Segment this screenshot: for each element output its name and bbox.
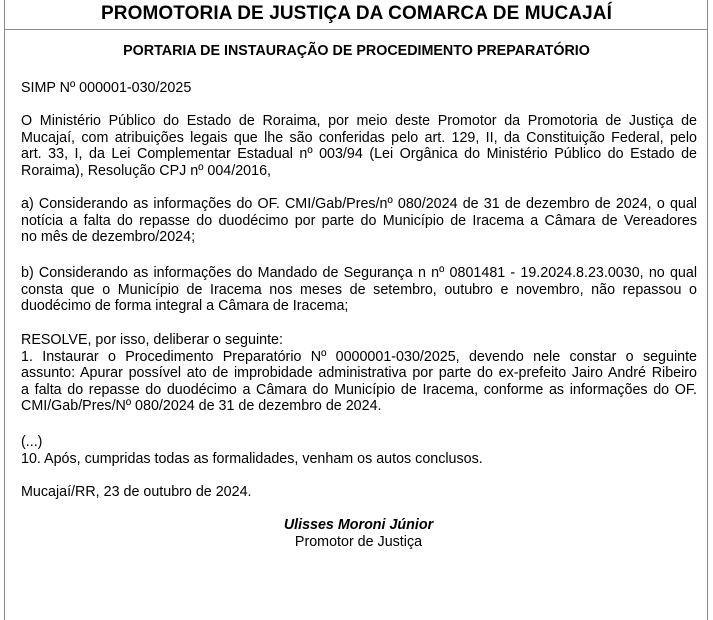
intro-line: Roraima), Resolução CPJ nº 004/2016, — [21, 162, 271, 179]
item-b-line: consta que o Município de Iracema nos meses de setembro, outubro e novembro, não repassou o — [21, 281, 697, 298]
resolve-line: 1. Instaurar o Procedimento Preparatório Nº 0000001-030/2025, devendo nele constar o seguinte — [21, 348, 697, 365]
intro-line: O Ministério Público do Estado de Roraima, por meio deste Promotor da Promotoria de Justiça de — [21, 113, 697, 129]
signature-role: Promotor de Justiça — [294, 534, 423, 550]
intro-paragraph — [21, 113, 697, 179]
item-b-line: b) Considerando as informações do Mandado de Segurança n nº 0801481 - 19.2024.8.23.0030, no qual — [21, 265, 697, 281]
resolve-line: CMI/Gab/Pres/Nº 080/2024 de 31 de dezembro de 2024. — [21, 398, 382, 415]
resolve-paragraph — [21, 332, 697, 415]
simp-text: SIMP Nº 000001-030/2025 — [21, 80, 192, 96]
place-date-block — [21, 484, 697, 501]
resolve-line: a falta do repasse do duodécimo a Câmara do Município de Iracema, conforme as informações do OF. — [21, 381, 697, 398]
intro-line: Mucajaí, com atribuições legais que lhe são conferidas pelo art. 129, II, da Constituição Federal, pelo — [21, 129, 697, 146]
signature-name: Ulisses Moroni Júnior — [283, 517, 434, 533]
item-a-line: a) Considerando as informações do OF. CMI/Gab/Pres/nº 080/2024 de 31 de dezembro de 2024, o qual — [21, 196, 697, 212]
item-b-paragraph — [21, 265, 697, 315]
header-title: PROMOTORIA DE JUSTIÇA DA COMARCA DE MUCAJAÍ — [101, 3, 612, 24]
resolve-line: assunto: Apurar possível ato de improbidade administrativa por parte do ex-prefeito Jairo André Ribeiro — [21, 365, 697, 382]
ellipsis-text: (...) — [21, 434, 43, 450]
item-a-line: no mês de dezembro/2024; — [21, 229, 196, 246]
place-date-text: Mucajaí/RR, 23 de outubro de 2024. — [21, 484, 252, 500]
document-subtitle: PORTARIA DE INSTAURAÇÃO DE PROCEDIMENTO PREPARATÓRIO — [123, 43, 590, 59]
item-10-text: 10. Após, cumpridas todas as formalidades, venham os autos conclusos. — [21, 450, 483, 467]
resolve-line: RESOLVE, por isso, deliberar o seguinte: — [21, 332, 283, 348]
ellipsis-block — [21, 434, 697, 467]
item-a-paragraph — [21, 196, 697, 246]
item-b-line: duodécimo de forma integral a Câmara de Iracema; — [21, 298, 349, 315]
intro-line: art. 33, I, da Lei Complementar Estadual nº 003/94 (Lei Orgânica do Ministério Público do Estado de — [21, 146, 697, 163]
item-a-line: notícia a falta do repasse do duodécimo por parte do Município de Iracema a Câmara de Vereadores — [21, 212, 697, 229]
simp-number — [21, 80, 697, 97]
